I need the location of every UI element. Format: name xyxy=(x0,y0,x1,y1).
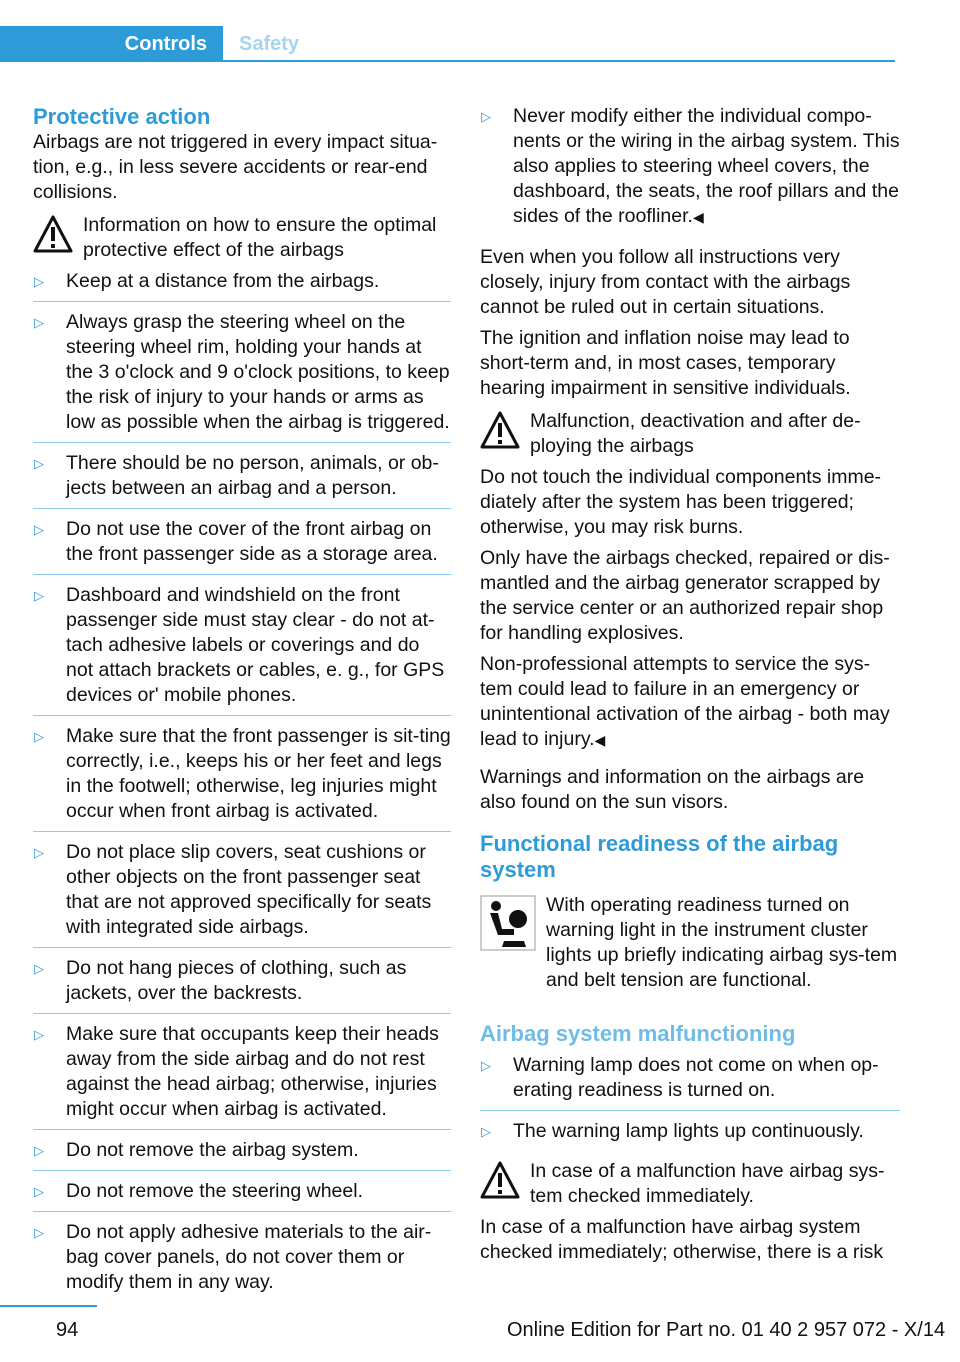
list-item-text: Do not apply adhesive materials to the air-bag cover panels, do not cover them or modify them in any way. xyxy=(66,1221,432,1293)
list-item-text: Do not remove the airbag system. xyxy=(66,1139,359,1161)
page-number: 94 xyxy=(56,1319,79,1341)
bullet-triangle-icon: ▷ xyxy=(34,456,44,471)
list-item xyxy=(33,310,451,443)
bullet-triangle-icon: ▷ xyxy=(34,1225,44,1240)
continued-list xyxy=(480,104,900,237)
list-item-text: Always grasp the steering wheel on the steering wheel rim, holding your hands at the 3 o'clock and 9 o'clock positions, to keep the risk of injury to your hands or arms as low as possible when the airbag is triggered. xyxy=(66,311,450,433)
section-heading-functional-readiness: Functional readiness of the airbag system xyxy=(480,831,839,882)
bullet-triangle-icon: ▷ xyxy=(34,845,44,860)
list-item-text: Warning lamp does not come on when op-erating readiness is turned on. xyxy=(513,1054,879,1101)
end-mark-icon: ◀ xyxy=(594,732,606,748)
warning-note xyxy=(33,213,451,263)
paragraph xyxy=(480,652,900,753)
header-rule xyxy=(0,60,895,62)
intro-paragraph: Airbags are not triggered in every impact situa-tion, e.g., in less severe accidents or rear-end collisions. xyxy=(33,131,438,203)
bullet-triangle-icon: ▷ xyxy=(481,1124,491,1139)
list-item-text: Make sure that occupants keep their heads away from the side airbag and do not rest against the head airbag; otherwise, injuries might occur when airbag is activated. xyxy=(66,1023,439,1120)
list-item xyxy=(33,269,451,302)
paragraph-text: Non-professional attempts to service the sys-tem could lead to failure in an emergency or unintentional activation of the airbag - both may lead to injury. xyxy=(480,653,890,750)
warning-triangle-icon xyxy=(480,1161,520,1199)
list-item xyxy=(33,517,451,575)
bullet-triangle-icon: ▷ xyxy=(34,1143,44,1158)
edition-footer: Online Edition for Part no. 01 40 2 957 072 - X/14 xyxy=(507,1319,946,1341)
warning-triangle-icon xyxy=(480,411,520,449)
list-item-text: Never modify either the individual compo-nents or the wiring in the airbag system. This also applies to steering wheel covers, the dashboard, the seats, the roof pillars and the sides of the roofliner. xyxy=(513,105,900,227)
bullet-triangle-icon: ▷ xyxy=(481,109,491,124)
list-item-text: The warning lamp lights up continuously. xyxy=(513,1120,864,1142)
list-item xyxy=(33,1220,451,1302)
readiness-text: With operating readiness turned on warning light in the instrument cluster lights up briefly indicating airbag sys-tem and belt tension are functional. xyxy=(546,894,898,991)
tab-safety[interactable] xyxy=(239,26,299,62)
list-item-text: Do not remove the steering wheel. xyxy=(66,1180,363,1202)
list-item-text: Dashboard and windshield on the front passenger side must stay clear - do not at-tach adhesive labels or coverings and do not attach brackets or cables, e. g., for GPS devices or' mobile phones. xyxy=(66,584,445,706)
section-heading-protective-action: Protective action xyxy=(33,104,211,129)
end-mark-icon: ◀ xyxy=(692,209,704,225)
right-column xyxy=(480,104,900,1271)
list-item xyxy=(33,840,451,948)
list-item xyxy=(480,104,900,237)
paragraph: Only have the airbags checked, repaired or dis-mantled and the airbag generator scrapped by the service center or an authorized repair shop for handling explosives. xyxy=(480,547,890,644)
safety-list xyxy=(33,269,451,1302)
section-heading-malfunction: Airbag system malfunctioning xyxy=(480,1021,796,1046)
warning-note xyxy=(480,409,900,459)
list-item-text: Do not hang pieces of clothing, such as jackets, over the backrests. xyxy=(66,957,407,1004)
bullet-triangle-icon: ▷ xyxy=(34,588,44,603)
bullet-triangle-icon: ▷ xyxy=(34,729,44,744)
warning-text: Information on how to ensure the optimal protective effect of the airbags xyxy=(83,214,437,261)
left-column xyxy=(33,104,451,1310)
list-item xyxy=(33,1179,451,1212)
list-item xyxy=(33,724,451,832)
paragraph: Warnings and information on the airbags are also found on the sun visors. xyxy=(480,766,865,813)
tab-safety-label: Safety xyxy=(239,32,300,55)
list-item xyxy=(480,1119,900,1151)
paragraph: In case of a malfunction have airbag system checked immediately; otherwise, there is a risk xyxy=(480,1216,884,1263)
list-item xyxy=(33,1138,451,1171)
list-item-text: Do not use the cover of the front airbag on the front passenger side as a storage area. xyxy=(66,518,438,565)
warning-triangle-icon xyxy=(33,215,73,253)
bullet-triangle-icon: ▷ xyxy=(34,274,44,289)
list-item-text: Do not place slip covers, seat cushions or other objects on the front passenger seat that are not approved specifically for seats with integrated side airbags. xyxy=(66,841,432,938)
list-item-text: Keep at a distance from the airbags. xyxy=(66,270,380,292)
bullet-triangle-icon: ▷ xyxy=(34,1184,44,1199)
list-item-text: Make sure that the front passenger is sit-ting correctly, i.e., keeps his or her feet and legs in the footwell; otherwise, leg injuries might occur when front airbag is activated. xyxy=(66,725,451,822)
list-item xyxy=(33,956,451,1014)
list-item xyxy=(33,583,451,716)
warning-text: Malfunction, deactivation and after de-ploying the airbags xyxy=(530,410,861,457)
airbag-warning-light-icon xyxy=(480,895,536,951)
chapter-tab-bar xyxy=(0,26,895,62)
list-item xyxy=(33,451,451,509)
warning-note xyxy=(480,1159,900,1209)
bullet-triangle-icon: ▷ xyxy=(34,961,44,976)
bullet-triangle-icon: ▷ xyxy=(481,1058,491,1073)
warning-text: In case of a malfunction have airbag sys-tem checked immediately. xyxy=(530,1160,885,1207)
readiness-note xyxy=(480,893,900,993)
footer-rule xyxy=(0,1305,97,1307)
list-item xyxy=(480,1053,900,1111)
paragraph: Do not touch the individual components imme-diately after the system has been triggered; otherwise, you may risk burns. xyxy=(480,466,882,538)
paragraph: The ignition and inflation noise may lead to short-term and, in most cases, temporary hearing impairment in sensitive individuals. xyxy=(480,327,851,399)
paragraph: Even when you follow all instructions very closely, injury from contact with the airbags cannot be ruled out in certain situations. xyxy=(480,246,851,318)
list-item xyxy=(33,1022,451,1130)
list-item-text: There should be no person, animals, or ob-jects between an airbag and a person. xyxy=(66,452,439,499)
bullet-triangle-icon: ▷ xyxy=(34,1027,44,1042)
tab-controls[interactable] xyxy=(0,26,223,62)
bullet-triangle-icon: ▷ xyxy=(34,522,44,537)
bullet-triangle-icon: ▷ xyxy=(34,315,44,330)
malfunction-list xyxy=(480,1053,900,1151)
tab-controls-label: Controls xyxy=(124,32,207,55)
